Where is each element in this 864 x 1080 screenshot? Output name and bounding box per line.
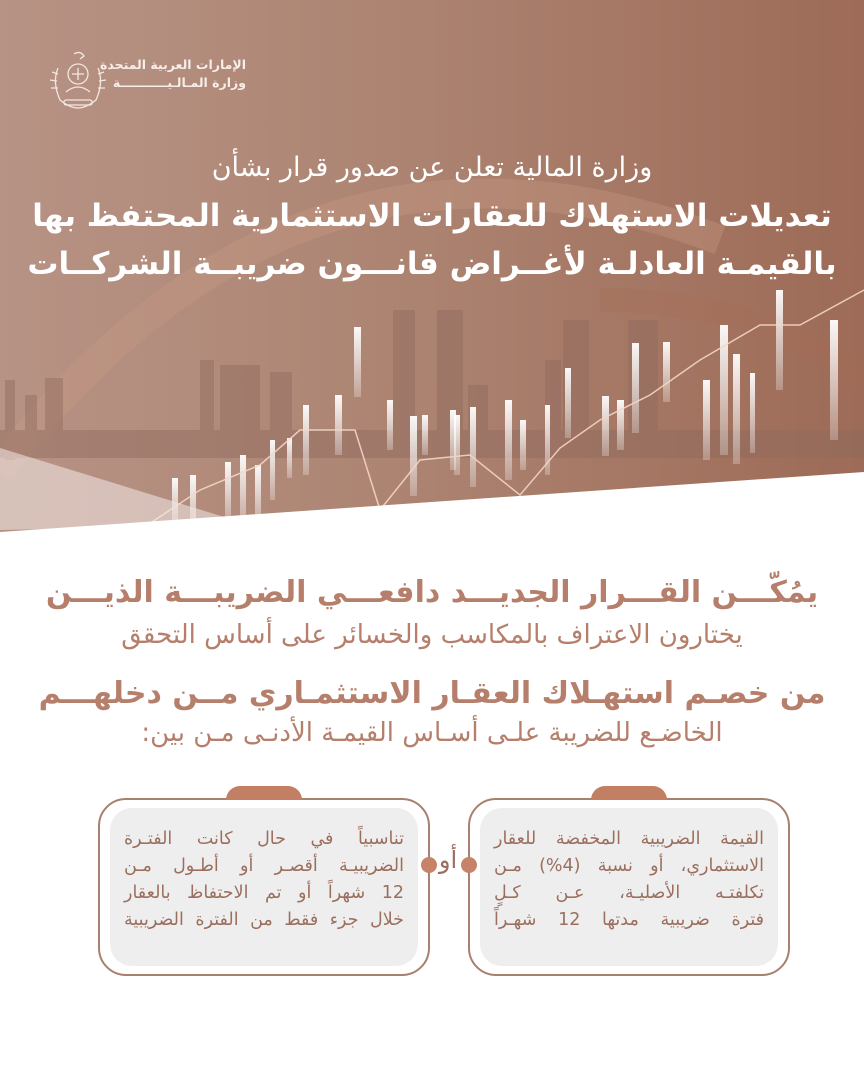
title-line-1: وزارة المالية تعلن عن صدور قرار بشأن bbox=[211, 152, 653, 183]
connector-dot bbox=[461, 857, 477, 873]
title-line-3: بالقيمـة العادلـة لأغــراض قانـــون ضريبــة الشركــات bbox=[27, 246, 837, 282]
or-separator: أو bbox=[438, 846, 458, 874]
card-tab bbox=[226, 786, 302, 800]
card-content bbox=[480, 808, 778, 966]
org-name bbox=[100, 56, 246, 92]
org-country: الإمارات العربية المتحدة bbox=[99, 57, 246, 72]
title-line-2: تعديلات الاستهلاك للعقارات الاستثمارية المحتفظ بها bbox=[32, 198, 832, 234]
connector-dot bbox=[421, 857, 437, 873]
card-line: خلال جزء فقط من الفترة الضريبية bbox=[124, 910, 404, 930]
card-line: تكلفتـه الأصليـة، عـن كـلٍ bbox=[494, 883, 764, 903]
card-line: تناسبياً في حال كانت الفتـرة bbox=[124, 829, 404, 849]
body-line-3: من خصـم استهـلاك العقـار الاستثمـاري مــن دخلهـــم bbox=[38, 676, 826, 711]
org-ministry: وزارة المـالـيـــــــــــة bbox=[112, 75, 246, 90]
card-line: 12 شهراً أو تم الاحتفاظ بالعقار bbox=[124, 883, 404, 903]
card-line: الاستثماري، أو نسبة (4%) مـن bbox=[494, 856, 764, 876]
body-line-1: يمُكّـــن القـــرار الجديـــد دافعـــي الضريبـــة الذيـــن bbox=[45, 575, 819, 610]
card-line: الضريبيـة أقصـر أو أطـول مـن bbox=[124, 856, 404, 876]
card-tab bbox=[591, 786, 667, 800]
body-line-4: الخاضـع للضريبة علـى أسـاس القيمـة الأدنـى مـن بين: bbox=[141, 718, 723, 748]
body-line-2: يختارون الاعتراف بالمكاسب والخسائر على أساس التحقق bbox=[121, 620, 743, 650]
option-card-reduced-value bbox=[468, 798, 790, 976]
card-line: القيمة الضريبية المخفضة للعقار bbox=[494, 829, 764, 849]
option-card-proportional bbox=[98, 798, 430, 976]
card-line: فترة ضريبية مدتها 12 شهـراً bbox=[494, 910, 765, 930]
card-content bbox=[110, 808, 418, 966]
